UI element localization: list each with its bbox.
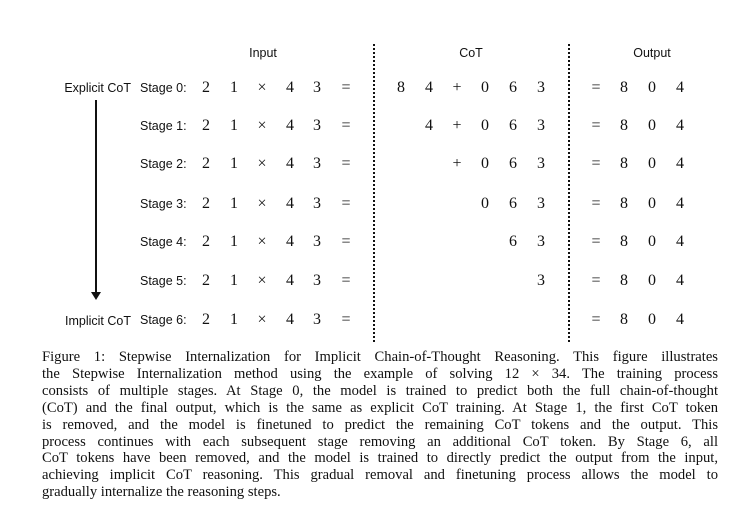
input-token: ×	[257, 311, 267, 328]
cot-token: +	[452, 79, 462, 96]
input-token: ×	[257, 272, 267, 289]
input-token: =	[341, 117, 351, 134]
input-token: =	[341, 155, 351, 172]
explicit-cot-label: Explicit CoT	[64, 81, 131, 95]
input-token: 3	[313, 79, 321, 96]
output-token: 8	[620, 233, 628, 250]
output-token: =	[591, 117, 601, 134]
cot-token: 0	[481, 117, 489, 134]
caption-line: the Stepwise Internalization method using the example of solving 12 × 34. The training process	[42, 365, 718, 382]
input-token: 1	[230, 233, 238, 250]
input-token: 1	[230, 79, 238, 96]
input-token: =	[341, 79, 351, 96]
cot-token: 3	[537, 117, 545, 134]
input-token: 2	[202, 272, 210, 289]
arrow-head-icon	[91, 292, 101, 300]
caption-line: (CoT) and the final output, which is the same as explicit CoT training. At Stage 1, the first CoT token	[42, 399, 718, 416]
output-token: 8	[620, 155, 628, 172]
input-token: 1	[230, 155, 238, 172]
output-token: =	[591, 155, 601, 172]
caption-line: Figure 1: Stepwise Internalization for Implicit Chain-of-Thought Reasoning. This figure illustrates	[42, 349, 718, 365]
input-token: 4	[286, 117, 294, 134]
cot-token: 4	[425, 117, 433, 134]
cot-token: 4	[425, 79, 433, 96]
stage-label: Stage 4:	[140, 235, 187, 249]
cot-token: +	[452, 117, 462, 134]
explicit-to-implicit-arrow	[95, 100, 97, 293]
output-token: =	[591, 272, 601, 289]
output-token: 4	[676, 155, 684, 172]
input-token: 4	[286, 195, 294, 212]
output-token: 4	[676, 79, 684, 96]
cot-column-header: CoT	[459, 46, 483, 60]
cot-token: +	[452, 155, 462, 172]
cot-token: 0	[481, 155, 489, 172]
output-token: 8	[620, 117, 628, 134]
output-token: 0	[648, 195, 656, 212]
caption-line: CoT tokens have been removed, and the model is trained to directly predict the output from the input,	[42, 450, 718, 467]
output-token: 0	[648, 79, 656, 96]
input-token: 4	[286, 272, 294, 289]
caption-line: consists of multiple stages. At Stage 0, the model is trained to predict both the full chain-of-thought	[42, 382, 718, 399]
output-token: 8	[620, 195, 628, 212]
cot-token: 6	[509, 195, 517, 212]
stage-label: Stage 2:	[140, 157, 187, 171]
input-token: 2	[202, 233, 210, 250]
cot-token: 6	[509, 233, 517, 250]
stage-label: Stage 1:	[140, 119, 187, 133]
input-cot-divider	[373, 44, 375, 342]
output-token: 4	[676, 233, 684, 250]
input-token: 2	[202, 155, 210, 172]
output-column-header: Output	[633, 46, 671, 60]
output-token: =	[591, 195, 601, 212]
input-token: 4	[286, 311, 294, 328]
input-token: ×	[257, 117, 267, 134]
output-token: 8	[620, 79, 628, 96]
input-token: =	[341, 195, 351, 212]
cot-token: 6	[509, 79, 517, 96]
input-token: =	[341, 311, 351, 328]
cot-token: 6	[509, 117, 517, 134]
stage-label: Stage 5:	[140, 274, 187, 288]
input-token: ×	[257, 195, 267, 212]
input-token: 4	[286, 233, 294, 250]
input-token: 2	[202, 117, 210, 134]
caption-line: gradually internalize the reasoning steps.	[42, 484, 281, 501]
cot-token: 3	[537, 155, 545, 172]
cot-token: 3	[537, 233, 545, 250]
input-token: 3	[313, 155, 321, 172]
stage-label: Stage 0:	[140, 81, 187, 95]
input-token: 4	[286, 79, 294, 96]
input-token: 3	[313, 195, 321, 212]
cot-token: 0	[481, 195, 489, 212]
output-token: =	[591, 79, 601, 96]
input-token: 3	[313, 272, 321, 289]
input-token: ×	[257, 155, 267, 172]
output-token: =	[591, 233, 601, 250]
output-token: 8	[620, 311, 628, 328]
input-token: 4	[286, 155, 294, 172]
cot-token: 0	[481, 79, 489, 96]
caption-line: achieving implicit CoT reasoning. This gradual removal and finetuning process allows the model to	[42, 467, 718, 484]
input-token: 2	[202, 79, 210, 96]
output-token: 0	[648, 155, 656, 172]
input-token: =	[341, 272, 351, 289]
cot-token: 3	[537, 272, 545, 289]
output-token: 0	[648, 233, 656, 250]
output-token: 4	[676, 117, 684, 134]
output-token: 4	[676, 195, 684, 212]
caption-line: is removed, and the model is finetuned to predict the remaining CoT tokens and the output. This	[42, 416, 718, 433]
output-token: 0	[648, 117, 656, 134]
output-token: 0	[648, 272, 656, 289]
input-token: 3	[313, 117, 321, 134]
stage-label: Stage 6:	[140, 313, 187, 327]
input-token: 2	[202, 311, 210, 328]
output-token: =	[591, 311, 601, 328]
cot-token: 6	[509, 155, 517, 172]
input-token: ×	[257, 79, 267, 96]
input-token: ×	[257, 233, 267, 250]
output-token: 4	[676, 272, 684, 289]
cot-token: 3	[537, 195, 545, 212]
cot-output-divider	[568, 44, 570, 342]
input-token: =	[341, 233, 351, 250]
input-token: 1	[230, 272, 238, 289]
input-column-header: Input	[249, 46, 277, 60]
input-token: 3	[313, 233, 321, 250]
stage-label: Stage 3:	[140, 197, 187, 211]
implicit-cot-label: Implicit CoT	[65, 314, 131, 328]
output-token: 4	[676, 311, 684, 328]
caption-line: process continues with each subsequent stage removing an additional CoT token. By Stage 6, all	[42, 433, 718, 450]
cot-token: 3	[537, 79, 545, 96]
input-token: 3	[313, 311, 321, 328]
input-token: 1	[230, 311, 238, 328]
input-token: 1	[230, 117, 238, 134]
input-token: 1	[230, 195, 238, 212]
output-token: 0	[648, 311, 656, 328]
figure-caption	[42, 349, 718, 501]
cot-token: 8	[397, 79, 405, 96]
output-token: 8	[620, 272, 628, 289]
input-token: 2	[202, 195, 210, 212]
